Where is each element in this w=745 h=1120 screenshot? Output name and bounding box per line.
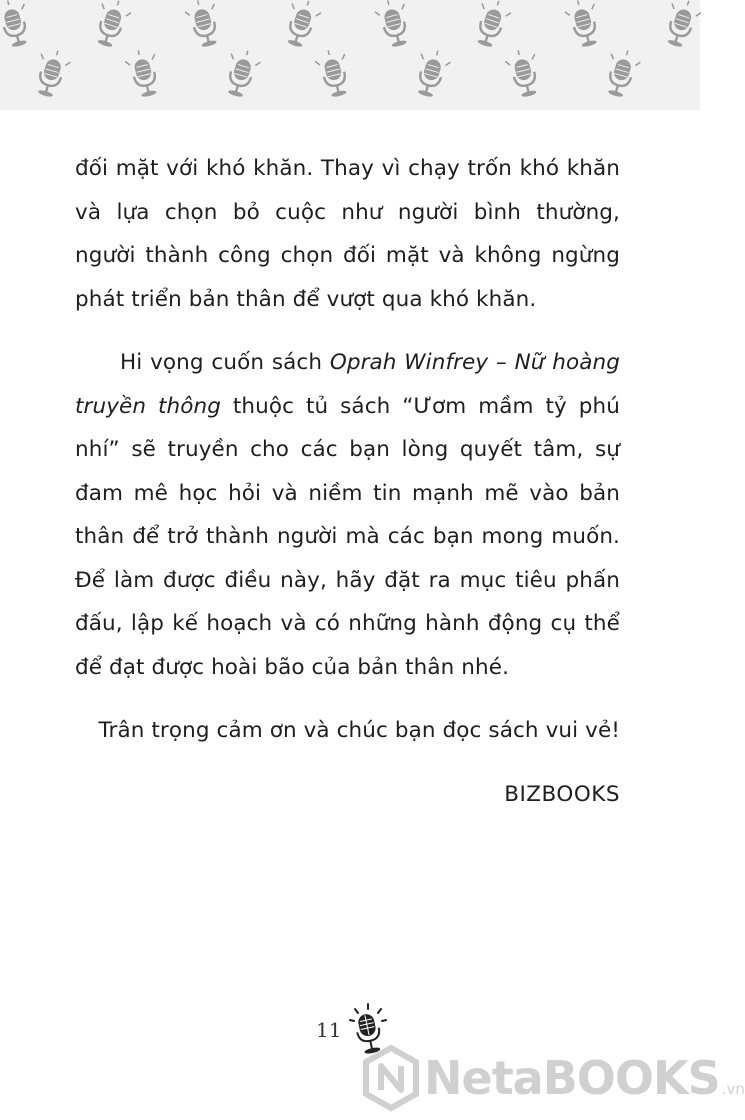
microphone-icon — [660, 0, 703, 50]
microphone-icon — [123, 47, 164, 100]
watermark-text — [424, 1051, 745, 1105]
microphone-icon — [90, 0, 133, 50]
microphone-icon — [563, 0, 605, 50]
paragraph-2 — [75, 341, 620, 689]
microphone-icon — [373, 0, 415, 50]
microphone-icon — [0, 0, 34, 50]
microphone-icon — [470, 0, 513, 50]
signature: BIZBOOKS — [504, 781, 620, 807]
microphone-pattern — [0, 0, 700, 110]
microphone-icon — [313, 47, 354, 100]
microphone-icon — [410, 46, 452, 100]
microphone-icon — [280, 0, 323, 50]
paragraph-2-lead: Hi vọng cuốn sách — [120, 350, 330, 375]
watermark-brand: NetaBOOKS — [424, 1051, 720, 1105]
book-title: Oprah Winfrey – Nữ hoàng truyền thông — [75, 350, 620, 419]
microphone-icon — [503, 47, 544, 100]
page-number: 11 — [316, 1018, 342, 1042]
microphone-icon — [220, 46, 262, 100]
closing-line: Trân trọng cảm ơn và chúc bạn đọc sách vui vẻ! — [98, 718, 620, 743]
microphone-icon — [600, 46, 642, 100]
page-body — [75, 147, 620, 816]
paragraph-2-rest: thuộc tủ sách “Ươm mầm tỷ phú nhí” sẽ truyền cho các bạn lòng quyết tâm, sự đam mê học hỏi và niềm tin mạnh mẽ vào bản thân để trở thành người mà các bạn mong muốn. Để làm được điều này, hãy đặt ra mục tiêu phấn đấu, lập kế hoạch và có những hành động cụ thể để đạt được hoài bão của bản thân nhé. — [75, 393, 620, 680]
microphone-icon — [183, 0, 225, 50]
watermark-suffix: .vn — [721, 1080, 745, 1098]
paragraph-1: đối mặt với khó khăn. Thay vì chạy trốn khó khăn và lựa chọn bỏ cuộc như người bình thường, người thành công chọn đối mặt và không ngừng phát triển bản thân để vượt qua khó khăn. — [75, 156, 620, 312]
watermark — [362, 1045, 745, 1115]
microphone-icon — [30, 46, 72, 100]
decorative-header-band — [0, 0, 700, 110]
netabooks-logo-icon — [362, 1045, 420, 1111]
